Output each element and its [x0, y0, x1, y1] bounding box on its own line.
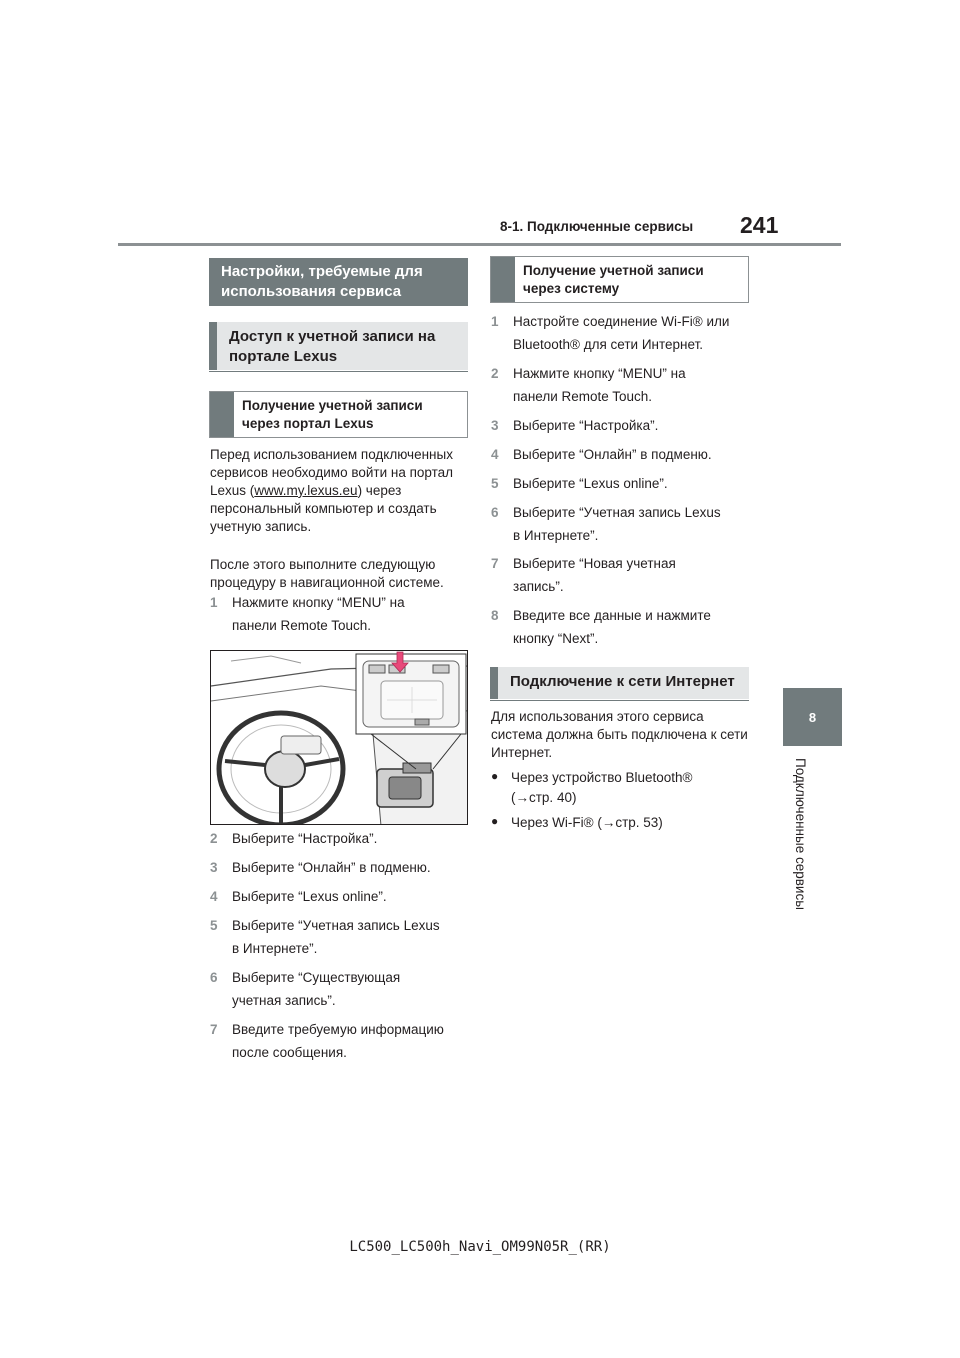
step-number: 2 — [210, 831, 218, 846]
step-item — [210, 886, 472, 909]
step-text: Выберите “Онлайн” в подменю. — [232, 859, 431, 875]
step-text: Нажмите кнопку “MENU” на — [232, 595, 405, 610]
step-item — [210, 857, 472, 880]
step-number: 2 — [491, 365, 499, 381]
step-text: Выберите “Новая учетная — [513, 556, 676, 572]
step-number: 4 — [491, 446, 499, 462]
step-item — [491, 415, 753, 438]
chapter-tab: 8 — [783, 688, 842, 746]
section-heading: Настройки, требуемые для использования сервиса — [209, 258, 468, 306]
step-item — [210, 1019, 472, 1065]
intro-text: Перед использованием подключенных сервисов необходимо войти на портал Lexus ( — [210, 447, 454, 498]
step-item — [491, 605, 753, 651]
steps-left-bottom — [210, 828, 472, 1064]
step-item — [210, 967, 472, 1013]
running-header: 8-1. Подключенные сервисы — [500, 219, 694, 234]
subheading-internet: Подключение к сети Интернет — [490, 667, 749, 699]
box-title: Получение учетной записи через систему — [523, 263, 704, 297]
box-system-account — [490, 256, 749, 303]
steps-left-top — [210, 592, 472, 638]
header-divider — [118, 243, 841, 246]
box-accent-bar — [210, 392, 234, 437]
step-text: Выберите “Настройка”. — [513, 417, 659, 433]
step-number: 3 — [210, 859, 218, 875]
step-text: Выберите “Lexus online”. — [513, 475, 668, 491]
step-number: 7 — [210, 1021, 218, 1037]
step-text-cont: в Интернете”. — [513, 527, 599, 543]
box-portal-account — [209, 391, 468, 438]
intro-paragraph — [210, 446, 472, 536]
step-number: 6 — [491, 504, 499, 520]
step-number: 3 — [491, 417, 499, 433]
step-text-cont: запись”. — [513, 579, 564, 595]
step-text: Настройте соединение Wi-Fi® или — [513, 314, 730, 329]
list-item — [491, 813, 753, 833]
step-text: Введите требуемую информацию — [232, 1021, 444, 1037]
internet-paragraph: Для использования этого сервиса система должна быть подключена к сети Интернет. — [491, 709, 748, 760]
document-code: LC500_LC500h_Navi_OM99N05R_(RR) — [349, 1239, 611, 1255]
intro-text-end: ) через персональный компьютер и создать учетную запись. — [210, 482, 437, 534]
step-item — [491, 473, 753, 496]
step-number: 7 — [491, 556, 499, 572]
portal-link[interactable]: www.my.lexus.eu — [254, 482, 358, 498]
bullet-text: Через устройство Bluetooth® — [511, 770, 693, 785]
page-number: 241 — [740, 212, 779, 238]
step-item — [491, 502, 753, 548]
step-number: 8 — [491, 608, 499, 624]
step-number: 6 — [210, 969, 218, 985]
step-item — [210, 828, 472, 851]
step-item — [491, 444, 753, 467]
step-item — [491, 363, 753, 409]
step-text-cont: панели Remote Touch. — [232, 617, 372, 633]
step-number: 1 — [210, 595, 218, 610]
step-text: Выберите “Существующая — [232, 969, 401, 985]
step-text: Выберите “Lexus online”. — [232, 888, 387, 904]
step-text: Введите все данные и нажмите — [513, 608, 711, 624]
step-number: 5 — [491, 475, 499, 491]
step-text-cont: в Интернете”. — [232, 940, 318, 956]
step-text-cont: кнопку “Next”. — [513, 631, 599, 647]
step-number: 1 — [491, 314, 499, 329]
step-text: Выберите “Онлайн” в подменю. — [513, 446, 712, 462]
subheading-portal: Доступ к учетной записи на портале Lexus — [209, 322, 468, 370]
step-item — [210, 592, 472, 638]
list-item — [491, 768, 753, 807]
procedure-paragraph: После этого выполните следующую процедуру в навигационной системе. — [210, 557, 444, 590]
steps-right — [491, 311, 753, 651]
step-text-cont: после сообщения. — [232, 1044, 347, 1060]
bullet-text: Через Wi-Fi® (→стр. 53) — [511, 815, 663, 831]
step-text-cont: панели Remote Touch. — [513, 388, 653, 404]
step-item — [491, 553, 753, 599]
step-text: Выберите “Учетная запись Lexus — [232, 917, 440, 933]
step-text: Выберите “Учетная запись Lexus — [513, 504, 721, 520]
box-title: Получение учетной записи через портал Lexus — [242, 398, 423, 432]
step-text: Нажмите кнопку “MENU” на — [513, 365, 686, 381]
page-reference[interactable]: (→стр. 40) — [511, 789, 577, 805]
step-text: Выберите “Настройка”. — [232, 831, 378, 846]
chapter-side-title: Подключенные сервисы — [793, 758, 808, 910]
step-number: 4 — [210, 888, 218, 904]
step-text-cont: учетная запись”. — [232, 992, 336, 1008]
step-item — [491, 311, 753, 357]
step-number: 5 — [210, 917, 218, 933]
step-item — [210, 915, 472, 961]
dashboard-illustration — [210, 650, 468, 825]
step-text-cont: Bluetooth® для сети Интернет. — [513, 336, 704, 352]
box-accent-bar — [491, 257, 515, 302]
connection-list — [491, 768, 753, 833]
